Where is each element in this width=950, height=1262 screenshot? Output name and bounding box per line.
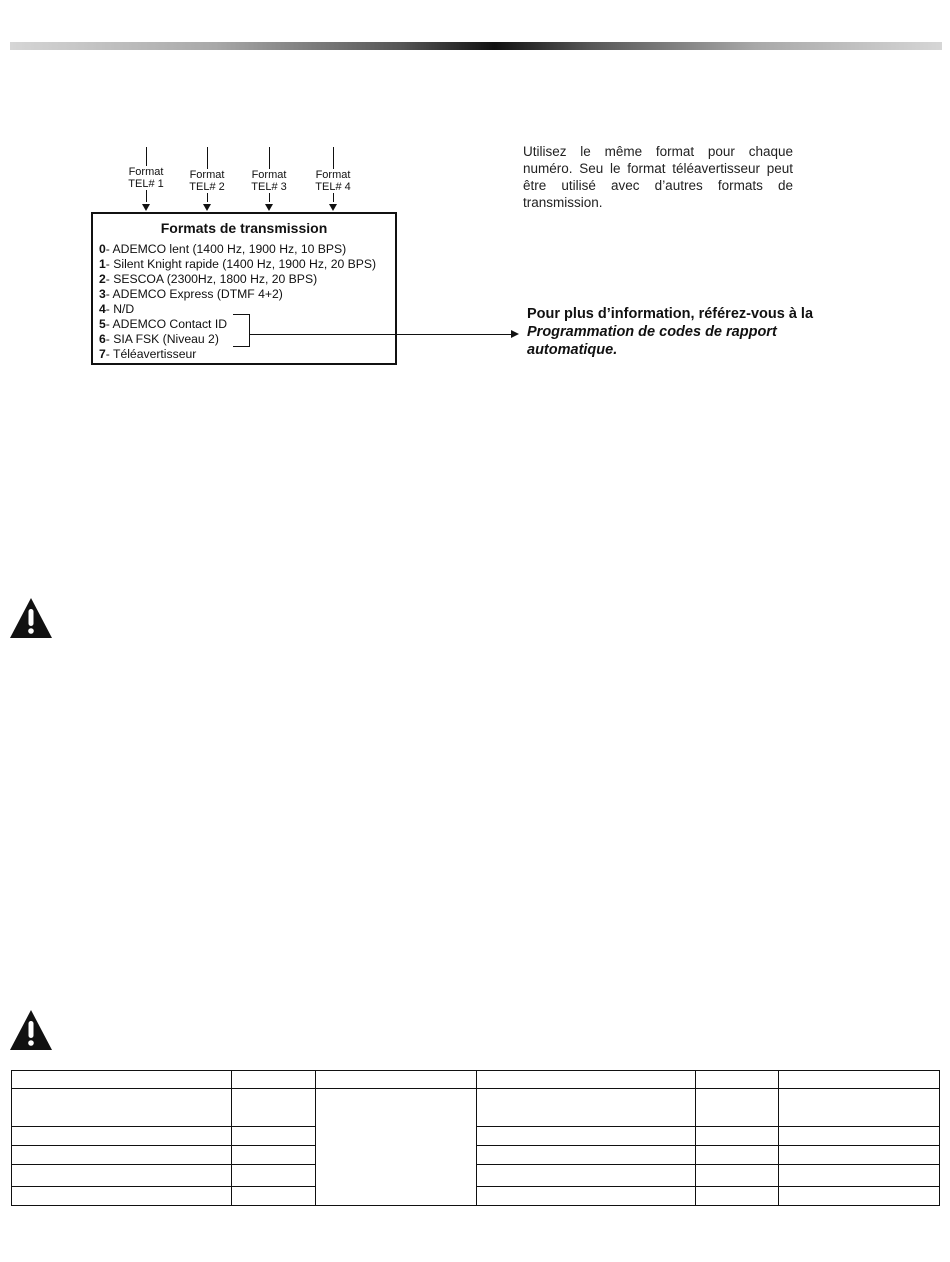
table-merged-cell: [316, 1089, 477, 1206]
table-cell: [12, 1165, 232, 1187]
table-cell: [12, 1187, 232, 1206]
reference-note: Pour plus d’information, référez-vous à la Programmation de codes de rapport automatique.: [527, 306, 814, 358]
format-item-1: 1- Silent Knight rapide (1400 Hz, 1900 Hz, 20 BPS): [99, 257, 377, 271]
table-cell: [12, 1146, 232, 1165]
pointer-line: [250, 334, 512, 335]
format-item-3: 3- ADEMCO Express (DTMF 4+2): [99, 287, 283, 301]
table-cell: [477, 1071, 696, 1089]
table-cell: [232, 1071, 316, 1089]
table-cell: [232, 1089, 316, 1127]
bracket-connector: [233, 314, 250, 347]
arrow-down-icon: [203, 204, 211, 211]
format-item-4: 4- N/D: [99, 302, 135, 316]
table-cell: [232, 1165, 316, 1187]
format-item-7: 7- Téléavertisseur: [99, 347, 197, 361]
arrow-down-icon: [329, 204, 337, 211]
warning-icon: [9, 597, 53, 639]
table-cell: [12, 1089, 232, 1127]
format-label-tel1: Format TEL# 1: [116, 166, 176, 190]
arrow-down-icon: [265, 204, 273, 211]
table-cell: [779, 1146, 940, 1165]
table-cell: [12, 1127, 232, 1146]
table-cell: [12, 1071, 232, 1089]
table-cell: [696, 1165, 779, 1187]
table-cell: [696, 1127, 779, 1146]
table-cell: [477, 1165, 696, 1187]
table-cell: [232, 1187, 316, 1206]
empty-data-table: [11, 1070, 940, 1206]
arrow-right-icon: [511, 330, 519, 338]
formats-box-title: Formats de transmission: [160, 220, 328, 236]
arrow-down-icon: [142, 204, 150, 211]
table-cell: [477, 1127, 696, 1146]
table-row: [12, 1071, 940, 1089]
format-item-6: 6- SIA FSK (Niveau 2): [99, 332, 219, 346]
table-cell: [696, 1089, 779, 1127]
format-item-5: 5- ADEMCO Contact ID: [99, 317, 228, 331]
table-cell: [779, 1071, 940, 1089]
table-cell: [696, 1146, 779, 1165]
table-cell: [779, 1127, 940, 1146]
format-label-tel2: Format TEL# 2: [177, 169, 237, 193]
table-row: [12, 1089, 940, 1127]
warning-icon: [9, 1009, 53, 1051]
table-cell: [232, 1127, 316, 1146]
table-cell: [316, 1071, 477, 1089]
table-cell: [696, 1071, 779, 1089]
format-label-tel4: Format TEL# 4: [303, 169, 363, 193]
format-usage-note: Utilisez le même format pour chaque numéro. Seu le format téléavertisseur peut être utilisé avec d’autres formats de transmission.: [523, 144, 793, 210]
table-cell: [779, 1165, 940, 1187]
table-cell: [779, 1187, 940, 1206]
format-item-0: 0- ADEMCO lent (1400 Hz, 1900 Hz, 10 BPS): [99, 242, 347, 256]
table-cell: [232, 1146, 316, 1165]
table-cell: [477, 1089, 696, 1127]
table-cell: [696, 1187, 779, 1206]
format-item-2: 2- SESCOA (2300Hz, 1800 Hz, 20 BPS): [99, 272, 318, 286]
header-gradient-bar: [10, 42, 942, 50]
table-cell: [779, 1089, 940, 1127]
table-cell: [477, 1146, 696, 1165]
format-label-tel3: Format TEL# 3: [239, 169, 299, 193]
table-cell: [477, 1187, 696, 1206]
